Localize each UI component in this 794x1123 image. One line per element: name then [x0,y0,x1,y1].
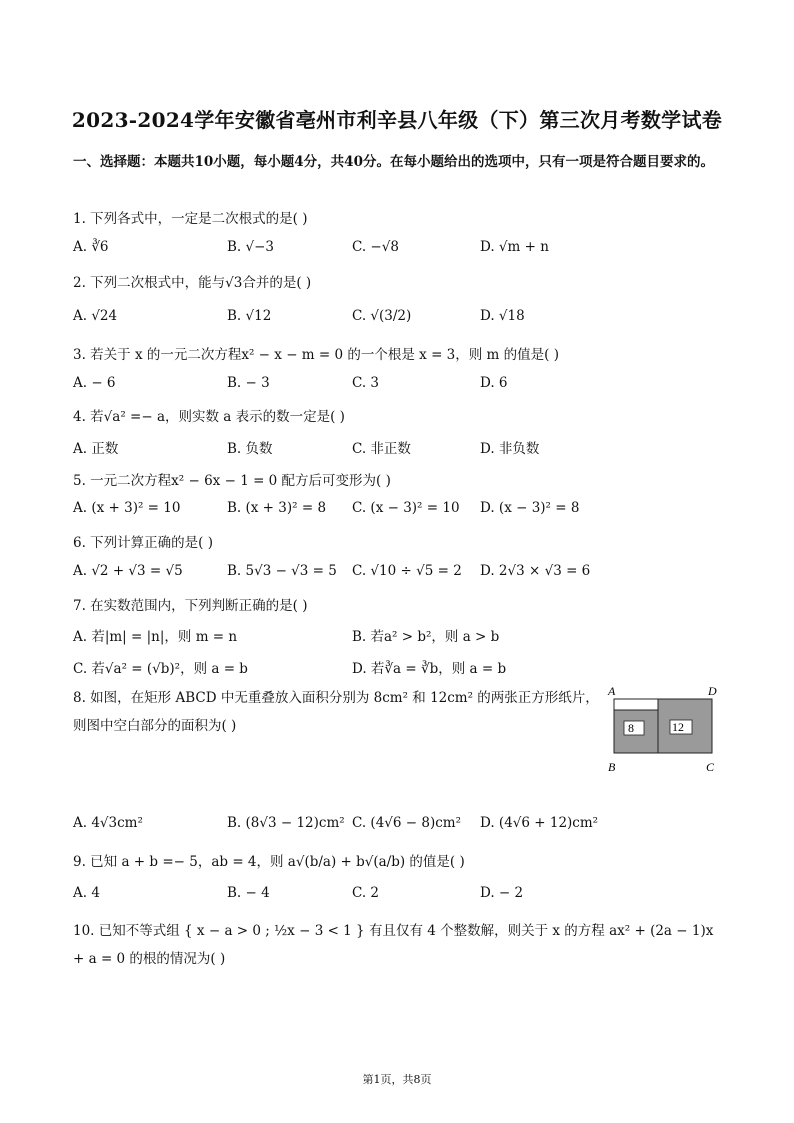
label-box-small [624,721,644,735]
rectangle-figure [600,685,730,777]
label-8: 8 [628,721,634,735]
q9-option-b: B. − 4 [227,885,270,901]
q1-option-a: A. ∛6 [73,239,109,255]
q9-option-a: A. 4 [73,885,100,901]
question-1: 1. 下列各式中，一定是二次根式的是( ) [73,211,308,227]
q1-option-d: D. √m + n [480,239,549,255]
q2-option-b: B. √12 [227,308,272,324]
q5-option-c: C. (x − 3)² = 10 [352,500,460,516]
q8-option-a: A. 4√3cm² [73,815,143,831]
question-4: 4. 若√a² =− a，则实数 a 表示的数一定是( ) [73,409,345,425]
q6-option-a: A. √2 + √3 = √5 [73,563,183,579]
q1-option-c: C. −√8 [352,239,399,255]
vertex-d: D [708,685,717,698]
q4-option-b: B. 负数 [227,441,273,457]
q9-option-c: C. 2 [352,885,380,901]
vertex-c: C [706,760,715,774]
section-heading: 一、选择题：本题共10小题，每小题4分，共40分。在每小题给出的选项中，只有一项是符合题目要求的。 [73,154,714,170]
q7-option-b: B. 若a² > b²，则 a > b [352,629,500,645]
question-7: 7. 在实数范围内，下列判断正确的是( ) [73,598,308,614]
q9-option-d: D. − 2 [480,885,524,901]
q5-option-d: D. (x − 3)² = 8 [480,500,580,516]
question-9: 9. 已知 a + b =− 5，ab = 4，则 a√(b/a) + b√(a/b) 的值是( ) [73,854,465,870]
q8-option-d: D. (4√6 + 12)cm² [480,815,599,831]
question-2: 2. 下列二次根式中，能与√3合并的是( ) [73,275,312,291]
q6-option-c: C. √10 ÷ √5 = 2 [352,563,462,579]
question-5: 5. 一元二次方程x² − 6x − 1 = 0 配方后可变形为( ) [73,473,391,489]
question-6: 6. 下列计算正确的是( ) [73,535,213,551]
q5-option-b: B. (x + 3)² = 8 [227,500,327,516]
q4-option-a: A. 正数 [73,441,119,457]
label-12: 12 [672,720,684,734]
q3-option-a: A. − 6 [73,375,116,391]
q3-option-c: C. 3 [352,375,380,391]
q6-option-b: B. 5√3 − √3 = 5 [227,563,337,579]
question-10: 10. 已知不等式组 { x − a > 0 ; ½x − 3 < 1 } 有且仅有 4 个整数解，则关于 x 的方程 ax² + (2a − 1)x + a = 0 的根的情况为( ) [73,923,714,967]
q8-option-b: B. (8√3 − 12)cm² [227,815,345,831]
q5-option-a: A. (x + 3)² = 10 [73,500,181,516]
question-8: 8. 如图，在矩形 ABCD 中无重叠放入面积分别为 8cm² 和 12cm² 的两张正方形纸片，则图中空白部分的面积为( ) [73,690,599,734]
question-3: 3. 若关于 x 的一元二次方程x² − x − m = 0 的一个根是 x = 3，则 m 的值是( ) [73,347,559,363]
q2-option-c: C. √(3/2) [352,308,412,324]
page-title: 2023-2024学年安徽省亳州市利辛县八年级（下）第三次月考数学试卷 [71,108,723,132]
q2-option-d: D. √18 [480,308,525,324]
q4-option-c: C. 非正数 [352,441,411,457]
q7-option-d: D. 若∛a = ∛b，则 a = b [352,661,507,677]
q6-option-d: D. 2√3 × √3 = 6 [480,563,591,579]
q3-option-b: B. − 3 [227,375,270,391]
q8-option-c: C. (4√6 − 8)cm² [352,815,462,831]
q7-option-c: C. 若√a² = (√b)²，则 a = b [73,661,248,677]
q3-option-d: D. 6 [480,375,508,391]
page-footer: 第1页，共8页 [362,1073,432,1086]
q1-option-b: B. √−3 [227,239,275,255]
q4-option-d: D. 非负数 [480,441,540,457]
vertex-b: B [608,760,616,774]
vertex-a: A [608,685,616,698]
q7-option-a: A. 若|m| = |n|，则 m = n [73,629,238,645]
q2-option-a: A. √24 [73,308,118,324]
